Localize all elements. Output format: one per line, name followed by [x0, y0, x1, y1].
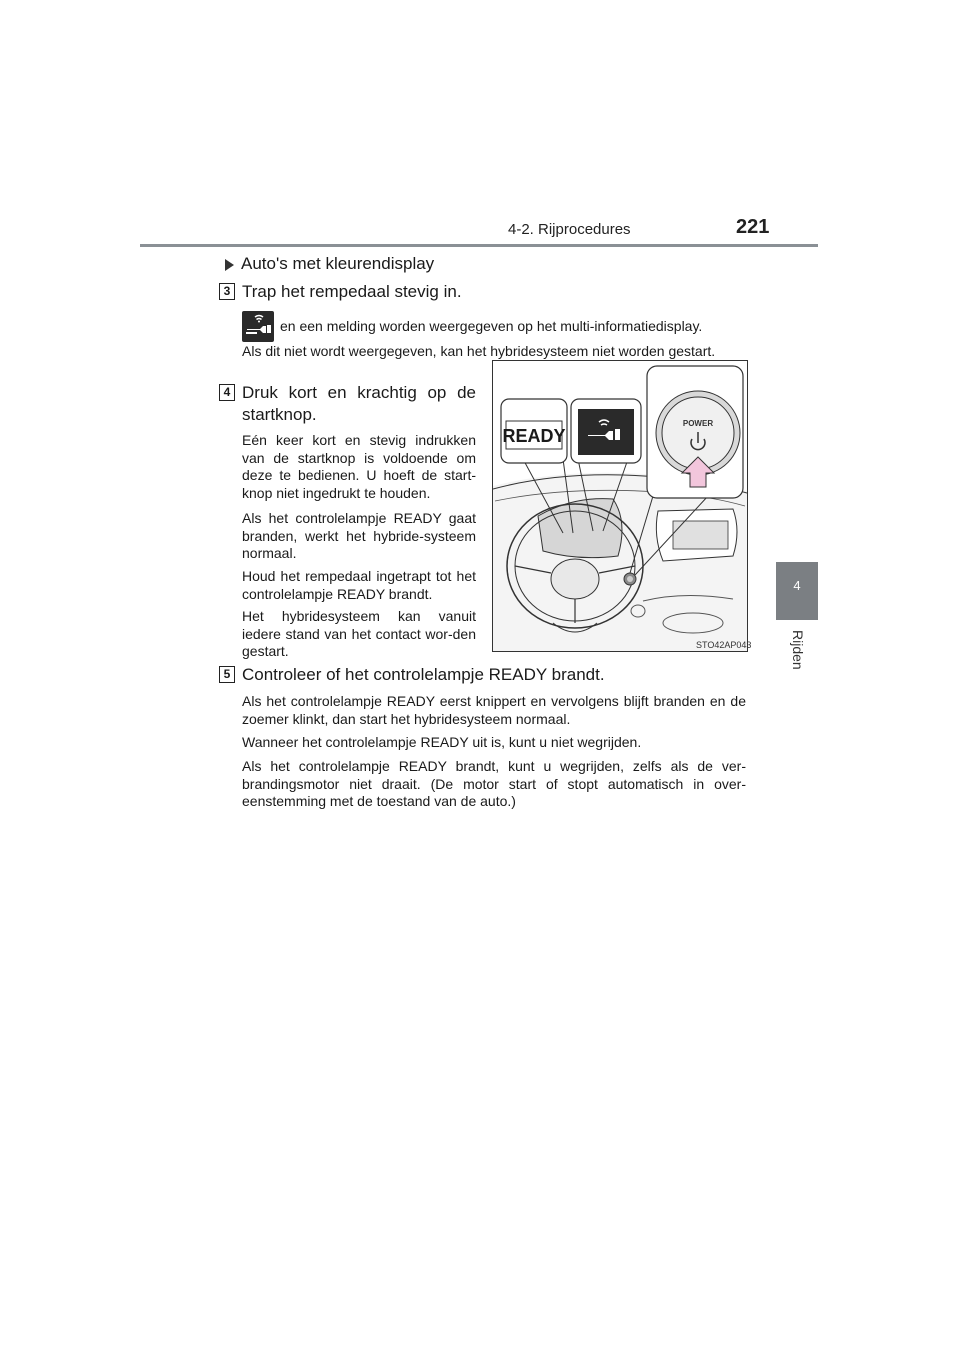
- step-paragraph: Het hybridesysteem kan vanuit iedere stand van het contact wor-den gestart.: [242, 608, 476, 659]
- section-title: 4-2. Rijprocedures: [508, 221, 631, 238]
- step-title: Trap het rempedaal stevig in.: [242, 282, 462, 301]
- step-paragraph: Als het controlelampje READY brandt, kunt u wegrijden, zelfs als de ver-brandingsmotor niet draait. (De motor start of stopt automatisch in over-eenstemming met de toestand van de auto.): [242, 758, 746, 809]
- step-paragraph: Wanneer het controlelampje READY uit is, kunt u niet wegrijden.: [242, 734, 642, 750]
- step-icon-text: en een melding worden weergegeven op het multi-informatiedisplay.: [280, 318, 703, 334]
- step-paragraph: Als dit niet wordt weergegeven, kan het hybridesysteem niet worden gestart.: [242, 343, 716, 359]
- page-number: 221: [736, 216, 770, 238]
- step-title: Controleer of het controlelampje READY brandt.: [242, 665, 605, 684]
- ready-label: READY: [502, 426, 566, 446]
- triangle-bullet-icon: [225, 259, 234, 271]
- brake-pedal-indicator-icon: [242, 311, 274, 342]
- step-paragraph: Als het controlelampje READY gaat branden, werkt het hybride-systeem normaal.: [242, 510, 476, 561]
- figure-code: STO42AP043: [696, 640, 752, 650]
- chapter-number: 4: [793, 578, 801, 593]
- step-number-box: 4: [219, 384, 235, 401]
- step-paragraph: Houd het rempedaal ingetrapt tot het controlelampje READY brandt.: [242, 568, 476, 602]
- chapter-label: [778, 626, 818, 686]
- step-paragraph: Als het controlelampje READY eerst knippert en vervolgens blijft branden en de zoemer klinkt, dan start het hybridesysteem normaal.: [242, 693, 746, 727]
- header-divider: [140, 244, 818, 247]
- step-number-box: 3: [219, 283, 235, 300]
- dashboard-svg: [493, 361, 747, 651]
- chapter-label-text: Rijden: [790, 630, 806, 670]
- dashboard-illustration: [492, 360, 748, 652]
- step-paragraph: Eén keer kort en stevig indrukken van de startknop is voldoende om deze te bedienen. U hoeft de start-knop niet ingedrukt te houden.: [242, 432, 476, 501]
- step-number-box: 5: [219, 666, 235, 683]
- subheading: Auto's met kleurendisplay: [241, 254, 435, 273]
- step-title-line1: Druk kort en krachtig op de: [242, 383, 476, 402]
- power-label: POWER: [682, 419, 714, 428]
- step-title-line2: startknop.: [242, 405, 317, 424]
